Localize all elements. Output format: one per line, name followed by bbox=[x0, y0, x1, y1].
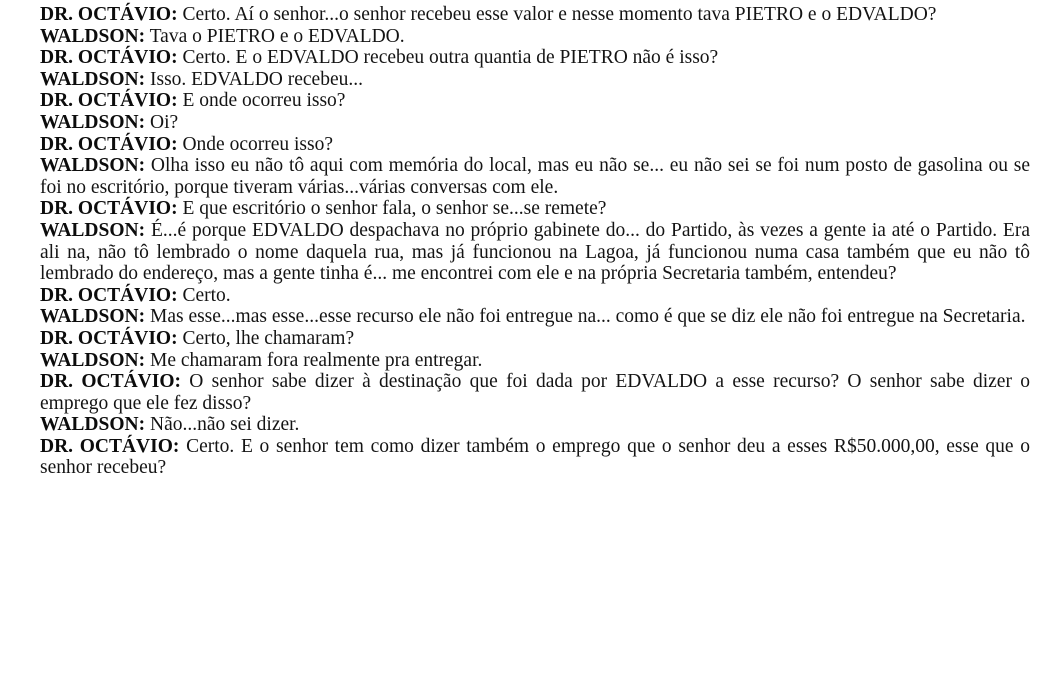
transcript-line bbox=[40, 350, 1030, 372]
speech-text: Me chamaram fora realmente pra entregar. bbox=[145, 349, 483, 371]
speech-text: Isso. EDVALDO recebeu... bbox=[145, 68, 363, 90]
transcript-line bbox=[40, 134, 1030, 156]
speaker-name: WALDSON: bbox=[40, 155, 146, 177]
speech-text: Certo, lhe chamaram? bbox=[177, 327, 355, 349]
speaker-name: WALDSON: bbox=[40, 111, 146, 133]
speech-text: Oi? bbox=[145, 111, 179, 133]
speech-text: É...é porque EDVALDO despachava no próprio gabinete do... do Partido, às vezes a gente ia até o Partido. Era ali na, não tô lembrado o nome daquela rua, mas já funcionou na Lagoa, já funcionou numa casa também que eu não tô lembrado do endereço, mas a gente tinha é... me encontrei com ele e na própria Secretaria também, entendeu? bbox=[40, 219, 1030, 285]
speech-text: O senhor sabe dizer à destinação que foi dada por EDVALDO a esse recurso? O senhor sabe dizer o emprego que ele fez disso? bbox=[40, 371, 1030, 414]
speech-text: Certo. bbox=[177, 284, 231, 306]
speech-text: Mas esse...mas esse...esse recurso ele não foi entregue na... como é que se diz ele não foi entregue na Secretaria. bbox=[145, 306, 1026, 328]
speaker-name: WALDSON: bbox=[40, 68, 146, 90]
transcript-line bbox=[40, 414, 1030, 436]
speaker-name: WALDSON: bbox=[40, 306, 146, 328]
transcript-line bbox=[40, 198, 1030, 220]
transcript-line bbox=[40, 155, 1030, 198]
speech-text: E que escritório o senhor fala, o senhor se...se remete? bbox=[177, 198, 607, 220]
speech-text: Certo. E o EDVALDO recebeu outra quantia de PIETRO não é isso? bbox=[177, 47, 719, 69]
speech-text: Certo. Aí o senhor...o senhor recebeu esse valor e nesse momento tava PIETRO e o EDVALDO? bbox=[177, 4, 937, 25]
speaker-name: DR. OCTÁVIO: bbox=[40, 47, 178, 69]
speaker-name: WALDSON: bbox=[40, 414, 146, 436]
speech-text: Onde ocorreu isso? bbox=[177, 133, 334, 155]
speech-text: Tava o PIETRO e o EDVALDO. bbox=[145, 25, 405, 47]
transcript-line bbox=[40, 436, 1030, 479]
transcript-page bbox=[40, 4, 1030, 479]
transcript-line bbox=[40, 328, 1030, 350]
transcript-line bbox=[40, 90, 1030, 112]
speaker-name: WALDSON: bbox=[40, 349, 146, 371]
transcript-line bbox=[40, 112, 1030, 134]
speaker-name: DR. OCTÁVIO: bbox=[40, 435, 180, 457]
speaker-name: DR. OCTÁVIO: bbox=[40, 133, 178, 155]
transcript-line bbox=[40, 47, 1030, 69]
speaker-name: WALDSON: bbox=[40, 25, 146, 47]
speech-text: Olha isso eu não tô aqui com memória do local, mas eu não se... eu não sei se foi num posto de gasolina ou se foi no escritório, porque tiveram várias...várias conversas com ele. bbox=[40, 155, 1030, 198]
transcript-line bbox=[40, 306, 1030, 328]
transcript-line bbox=[40, 371, 1030, 414]
speaker-name: DR. OCTÁVIO: bbox=[40, 198, 178, 220]
speaker-name: DR. OCTÁVIO: bbox=[40, 371, 181, 393]
transcript-line bbox=[40, 4, 1030, 26]
speaker-name: WALDSON: bbox=[40, 219, 146, 241]
transcript-line bbox=[40, 26, 1030, 48]
speaker-name: DR. OCTÁVIO: bbox=[40, 90, 178, 112]
speech-text: Certo. E o senhor tem como dizer também o emprego que o senhor deu a esses R$50.000,00, esse que o senhor recebeu? bbox=[40, 435, 1031, 479]
transcript-line bbox=[40, 285, 1030, 307]
transcript-line bbox=[40, 220, 1030, 285]
speech-text: E onde ocorreu isso? bbox=[177, 90, 346, 112]
speaker-name: DR. OCTÁVIO: bbox=[40, 4, 178, 25]
speaker-name: DR. OCTÁVIO: bbox=[40, 327, 178, 349]
speaker-name: DR. OCTÁVIO: bbox=[40, 284, 178, 306]
transcript-line bbox=[40, 69, 1030, 91]
speech-text: Não...não sei dizer. bbox=[145, 414, 300, 436]
